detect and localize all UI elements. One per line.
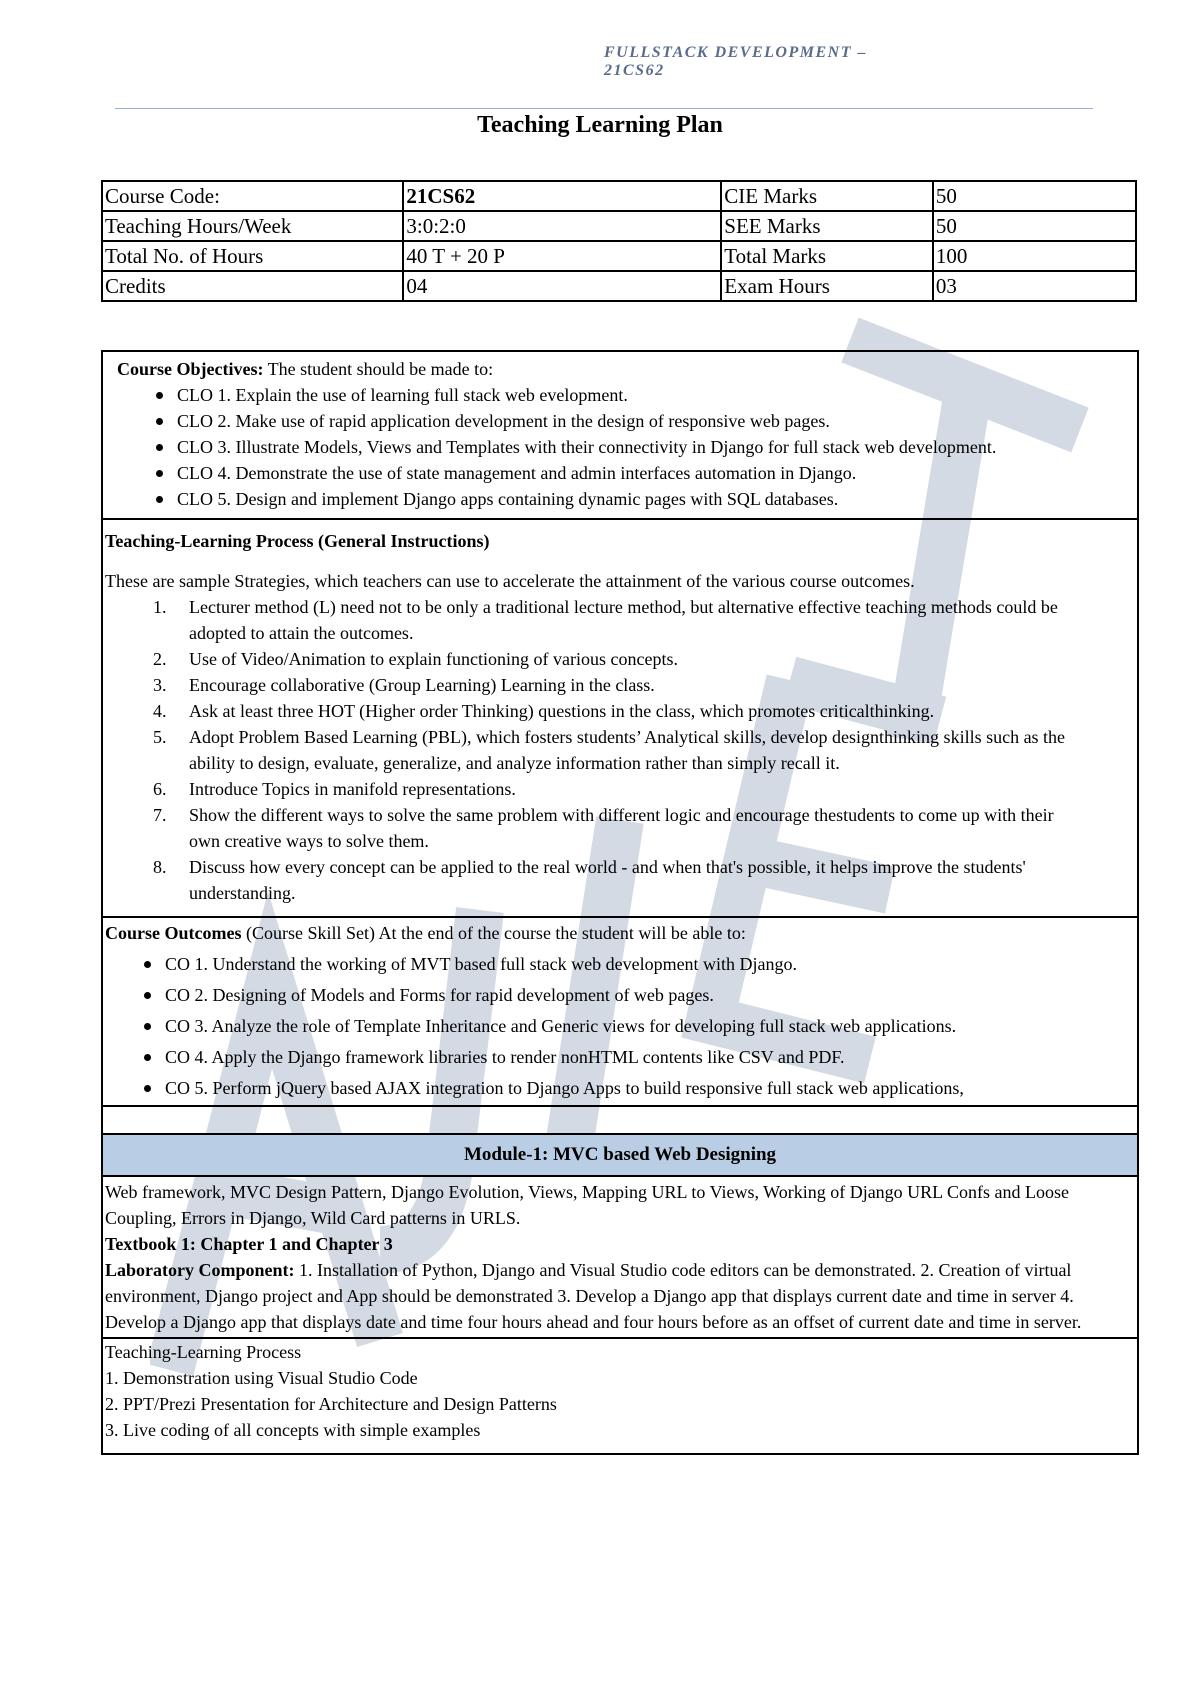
list-item	[105, 854, 1135, 906]
outcomes-list	[105, 951, 1135, 1101]
module-1-content	[103, 1177, 1137, 1339]
objectives-list	[117, 382, 1133, 512]
objectives-heading: Course Objectives:	[117, 359, 264, 379]
info-value: 3:0:2:0	[403, 211, 721, 241]
list-item	[105, 802, 1135, 854]
objectives-intro: The student should be made to:	[263, 359, 494, 379]
tlp-list	[105, 594, 1135, 906]
info-label: CIE Marks	[721, 181, 933, 211]
module-1-heading: Module-1: MVC based Web Designing	[103, 1135, 1137, 1177]
list-item: 1. Demonstration using Visual Studio Code	[105, 1368, 418, 1388]
table-row	[102, 241, 1136, 271]
course-objectives-section	[103, 352, 1137, 520]
list-item	[105, 672, 1135, 698]
item-text: Discuss how every concept can be applied to the real world - and when that's possible, it helps improve the students' understanding.	[189, 857, 1026, 903]
item-number: 5.	[153, 727, 167, 747]
item-text: Ask at least three HOT (Higher order Thinking) questions in the class, which promotes criticalthinking.	[189, 701, 935, 721]
list-item: CLO 4. Demonstrate the use of state management and admin interfaces automation in Django.	[117, 460, 1133, 486]
info-value: 50	[933, 181, 1136, 211]
item-number: 6.	[153, 779, 167, 799]
list-item: 2. PPT/Prezi Presentation for Architecture and Design Patterns	[105, 1394, 557, 1414]
item-text: Use of Video/Animation to explain functioning of various concepts.	[189, 649, 678, 669]
lab-text: 1. Installation of Python, Django and Visual Studio code editors can be demonstrated. 2. Creation of virtual environment, Django project and App should be demonstrated 3. Develop a Django app that displays current date and time in server 4. Develop a Django app that displays date and time four hours ahead and four hours before as an offset of current date and time in server.	[105, 1260, 1082, 1332]
item-text: Adopt Problem Based Learning (PBL), which fosters students’ Analytical skills, develop designthinking skills such as the ability to design, evaluate, generalize, and analyze information rather than simply recall it.	[189, 727, 1066, 773]
blank-row	[103, 1107, 1137, 1135]
brand-line-2: 21CS62	[604, 62, 665, 79]
info-value: 40 T + 20 P	[403, 241, 721, 271]
item-text: Encourage collaborative (Group Learning) Learning in the class.	[189, 675, 655, 695]
info-value: 50	[933, 211, 1136, 241]
item-number: 8.	[153, 857, 167, 877]
list-item: CLO 3. Illustrate Models, Views and Templates with their connectivity in Django for full stack web development.	[117, 434, 1133, 460]
list-item: CLO 1. Explain the use of learning full stack web evelopment.	[117, 382, 1133, 408]
lab-heading: Laboratory Component:	[105, 1260, 295, 1280]
item-text: Introduce Topics in manifold representations.	[189, 779, 516, 799]
table-row	[102, 181, 1136, 211]
list-item: CLO 2. Make use of rapid application development in the design of responsive web pages.	[117, 408, 1133, 434]
item-text: Lecturer method (L) need not to be only a traditional lecture method, but alternative effective teaching methods could be adopted to attain the outcomes.	[189, 597, 1058, 643]
list-item	[105, 776, 1135, 802]
teaching-learning-section	[103, 520, 1137, 918]
tlp-heading: Teaching-Learning Process (General Instructions)	[105, 531, 490, 551]
info-value: 100	[933, 241, 1136, 271]
tlp-intro: These are sample Strategies, which teachers can use to accelerate the attainment of the various course outcomes.	[105, 571, 915, 591]
list-item: CO 5. Perform jQuery based AJAX integration to Django Apps to build responsive full stack web applications,	[105, 1075, 1135, 1101]
item-number: 7.	[153, 805, 167, 825]
module-1-topics: Web framework, MVC Design Pattern, Django Evolution, Views, Mapping URL to Views, Working of Django URL Confs and Loose Coupling, Errors in Django, Wild Card patterns in URLS.	[105, 1182, 1069, 1228]
outcomes-heading: Course Outcomes	[105, 923, 242, 943]
list-item: CLO 5. Design and implement Django apps containing dynamic pages with SQL databases.	[117, 486, 1133, 512]
info-label: Teaching Hours/Week	[102, 211, 403, 241]
course-info-table	[101, 180, 1137, 302]
item-number: 2.	[153, 649, 167, 669]
list-item: CO 2. Designing of Models and Forms for rapid development of web pages.	[105, 982, 1135, 1008]
course-plan-box	[101, 350, 1139, 1455]
item-text: Show the different ways to solve the same problem with different logic and encourage thestudents to come up with their own creative ways to solve them.	[189, 805, 1054, 851]
process-heading: Teaching-Learning Process	[105, 1342, 302, 1362]
info-label: SEE Marks	[721, 211, 933, 241]
info-label: Total No. of Hours	[102, 241, 403, 271]
module-1-lab	[105, 1257, 1135, 1335]
header-brand	[604, 44, 867, 80]
list-item: 3. Live coding of all concepts with simple examples	[105, 1420, 481, 1440]
list-item	[105, 594, 1135, 646]
table-row	[102, 211, 1136, 241]
module-1-textbook: Textbook 1: Chapter 1 and Chapter 3	[105, 1234, 393, 1254]
course-outcomes-section	[103, 918, 1137, 1107]
info-label: Credits	[102, 271, 403, 301]
info-label: Total Marks	[721, 241, 933, 271]
info-value: 21CS62	[403, 181, 721, 211]
info-value: 03	[933, 271, 1136, 301]
page-title: Teaching Learning Plan	[477, 112, 723, 138]
list-item	[105, 724, 1135, 776]
outcomes-intro: (Course Skill Set) At the end of the course the student will be able to:	[241, 923, 746, 943]
list-item: CO 3. Analyze the role of Template Inheritance and Generic views for developing full stack web applications.	[105, 1013, 1135, 1039]
info-label: Exam Hours	[721, 271, 933, 301]
list-item	[105, 698, 1135, 724]
outcomes-header	[105, 920, 1135, 946]
module-1-process	[103, 1339, 1137, 1453]
brand-line-1: FULLSTACK DEVELOPMENT –	[604, 44, 867, 61]
list-item	[105, 646, 1135, 672]
list-item: CO 1. Understand the working of MVT based full stack web development with Django.	[105, 951, 1135, 977]
list-item: CO 4. Apply the Django framework libraries to render nonHTML contents like CSV and PDF.	[105, 1044, 1135, 1070]
item-number: 3.	[153, 675, 167, 695]
info-label: Course Code:	[102, 181, 403, 211]
table-row	[102, 271, 1136, 301]
header-rule	[115, 108, 1093, 109]
info-value: 04	[403, 271, 721, 301]
item-number: 1.	[153, 597, 167, 617]
objectives-header	[117, 356, 1133, 382]
item-number: 4.	[153, 701, 167, 721]
